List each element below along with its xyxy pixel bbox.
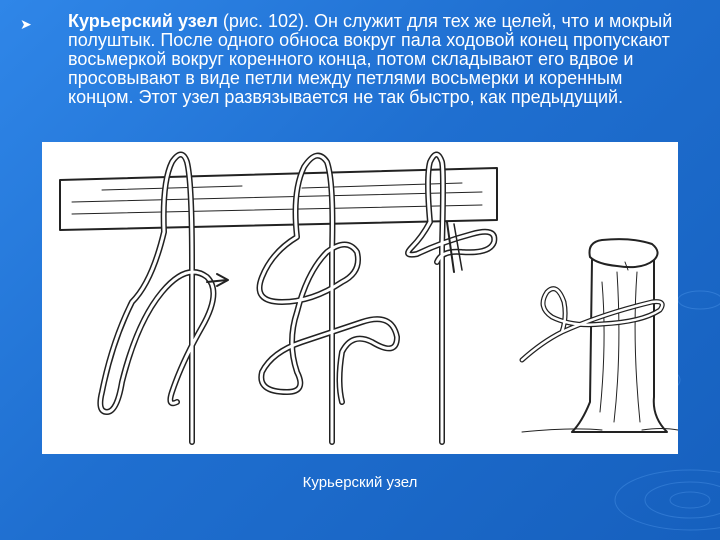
knot-illustration [42,142,678,454]
bullet-paragraph [20,12,690,107]
paragraph-text [68,12,688,107]
knot-description: (рис. 102). Он служит для тех же целей, что и мокрый полуштык. После одного обноса вокруг пала ходовой конец пропускают восьмеркой вокруг коренного конца, потом складывают его вдвое и просовывают в виде петли между петлями восьмерки и коренным концом. Этот узел развязывается не так быстро, как предыдущий. [68,11,673,107]
knot-drawing [42,142,678,454]
arrow-bullet-icon: ➤ [20,16,32,32]
figure-caption: Курьерский узел [302,474,418,491]
knot-title: Курьерский узел [68,11,218,31]
